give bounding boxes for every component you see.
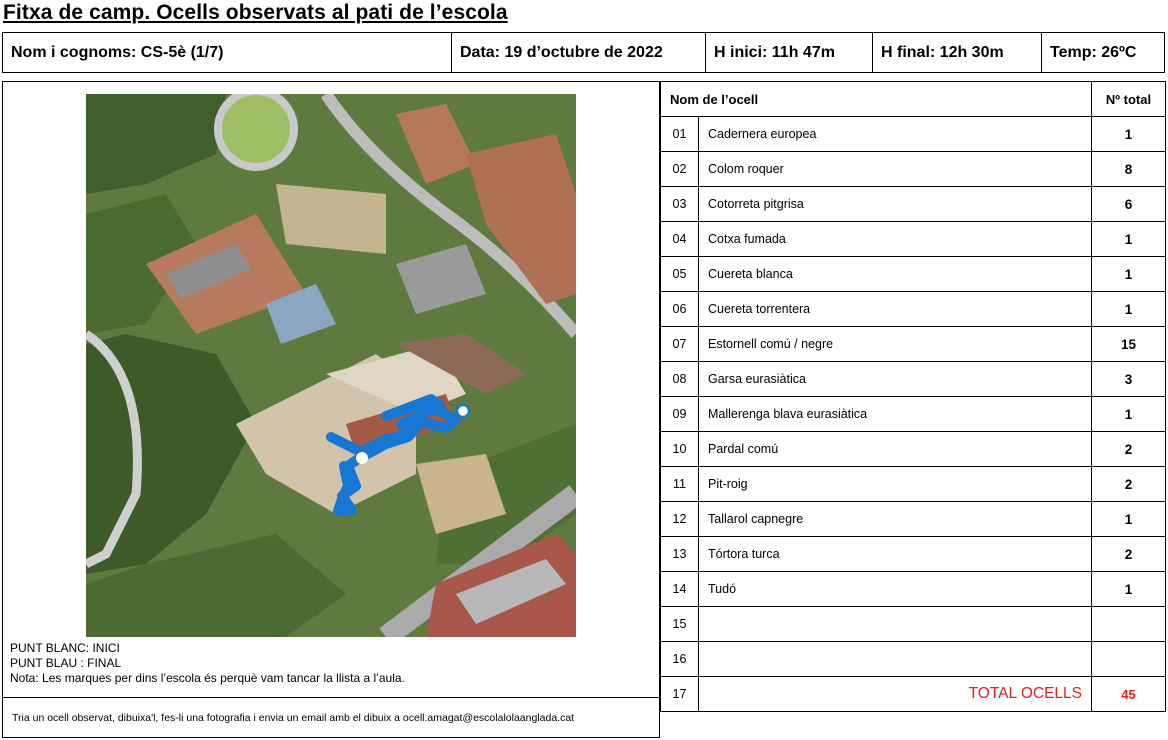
row-number: 07 — [661, 327, 699, 362]
bird-name: Pardal comú — [699, 432, 1092, 467]
bird-name: Tórtora turca — [699, 537, 1092, 572]
temperature-field: Temp: 26ºC — [1050, 43, 1137, 61]
aerial-map — [86, 94, 576, 637]
end-point-blue — [457, 405, 469, 417]
header-info-row — [2, 32, 1165, 73]
bird-name: Colom roquer — [699, 152, 1092, 187]
table-row — [661, 432, 1166, 467]
total-label: TOTAL OCELLS — [699, 677, 1092, 712]
bird-name: Pit-roig — [699, 467, 1092, 502]
legend-notes — [10, 641, 405, 686]
row-number: 02 — [661, 152, 699, 187]
bird-name: Cotorreta pitgrisa — [699, 187, 1092, 222]
table-row — [661, 642, 1166, 677]
bird-count: 1 — [1092, 502, 1166, 537]
table-row — [661, 257, 1166, 292]
start-time-field: H inici: 11h 47m — [706, 33, 873, 72]
bird-name: Estornell comú / negre — [699, 327, 1092, 362]
row-number: 16 — [661, 642, 699, 677]
table-row — [661, 607, 1166, 642]
row-number: 10 — [661, 432, 699, 467]
bird-name: Cadernera europea — [699, 117, 1092, 152]
row-number: 12 — [661, 502, 699, 537]
table-row — [661, 187, 1166, 222]
bird-count: 1 — [1092, 292, 1166, 327]
legend-white-point: PUNT BLANC: INICI — [10, 641, 120, 655]
student-name-field: Nom i cognoms: CS-5è (1/7) — [3, 33, 452, 72]
table-row — [661, 502, 1166, 537]
table-row — [661, 222, 1166, 257]
bird-count — [1092, 642, 1166, 677]
table-row — [661, 467, 1166, 502]
row-number: 03 — [661, 187, 699, 222]
legend-note: Nota: Les marques per dins l’escola és perquè vam tancar la llista a l’aula. — [10, 671, 405, 685]
bird-count: 1 — [1092, 397, 1166, 432]
table-row — [661, 327, 1166, 362]
row-number: 09 — [661, 397, 699, 432]
bird-name: Mallerenga blava eurasiàtica — [699, 397, 1092, 432]
date-field: Data: 19 d’octubre de 2022 — [452, 33, 706, 72]
page-title: Fitxa de camp. Ocells observats al pati de l’escola — [3, 1, 508, 24]
bird-count: 1 — [1092, 257, 1166, 292]
total-row — [661, 677, 1166, 712]
table-row — [661, 572, 1166, 607]
bird-count: 1 — [1092, 222, 1166, 257]
row-number: 15 — [661, 607, 699, 642]
roundabout — [218, 94, 294, 167]
bird-name: Cotxa fumada — [699, 222, 1092, 257]
bird-count: 2 — [1092, 537, 1166, 572]
row-number: 04 — [661, 222, 699, 257]
bird-name: Cuereta blanca — [699, 257, 1092, 292]
table-row — [661, 362, 1166, 397]
table-row — [661, 152, 1166, 187]
start-point-white — [356, 452, 368, 464]
bird-count: 6 — [1092, 187, 1166, 222]
row-number: 05 — [661, 257, 699, 292]
bird-count: 2 — [1092, 467, 1166, 502]
row-number: 08 — [661, 362, 699, 397]
column-header-name: Nom de l’ocell — [661, 82, 1092, 117]
table-row — [661, 117, 1166, 152]
row-number: 06 — [661, 292, 699, 327]
bird-name: Tallarol capnegre — [699, 502, 1092, 537]
row-number: 11 — [661, 467, 699, 502]
table-row — [661, 537, 1166, 572]
bird-table — [660, 81, 1166, 712]
bird-count — [1092, 607, 1166, 642]
instruction-footer: Tria un ocell observat, dibuixa'l, fes-li una fotografia i envia un email amb el dibuix a ocell.amagat@escolalolaanglada.cat — [2, 697, 660, 738]
bird-count: 2 — [1092, 432, 1166, 467]
end-time-field: H final: 12h 30m — [873, 33, 1042, 72]
column-header-total: Nº total — [1092, 82, 1166, 117]
table-header-row — [661, 82, 1166, 117]
bird-name: Garsa eurasiàtica — [699, 362, 1092, 397]
row-number: 17 — [661, 677, 699, 712]
bird-name: Cuereta torrentera — [699, 292, 1092, 327]
bird-count: 3 — [1092, 362, 1166, 397]
row-number: 14 — [661, 572, 699, 607]
total-value: 45 — [1092, 677, 1166, 712]
table-row — [661, 292, 1166, 327]
row-number: 01 — [661, 117, 699, 152]
bird-name: Tudó — [699, 572, 1092, 607]
field — [276, 184, 386, 254]
bird-count: 8 — [1092, 152, 1166, 187]
bird-count: 15 — [1092, 327, 1166, 362]
bird-name — [699, 642, 1092, 677]
table-row — [661, 397, 1166, 432]
row-number: 13 — [661, 537, 699, 572]
bird-count: 1 — [1092, 572, 1166, 607]
bird-count: 1 — [1092, 117, 1166, 152]
legend-blue-point: PUNT BLAU : FINAL — [10, 656, 122, 670]
bird-name — [699, 607, 1092, 642]
